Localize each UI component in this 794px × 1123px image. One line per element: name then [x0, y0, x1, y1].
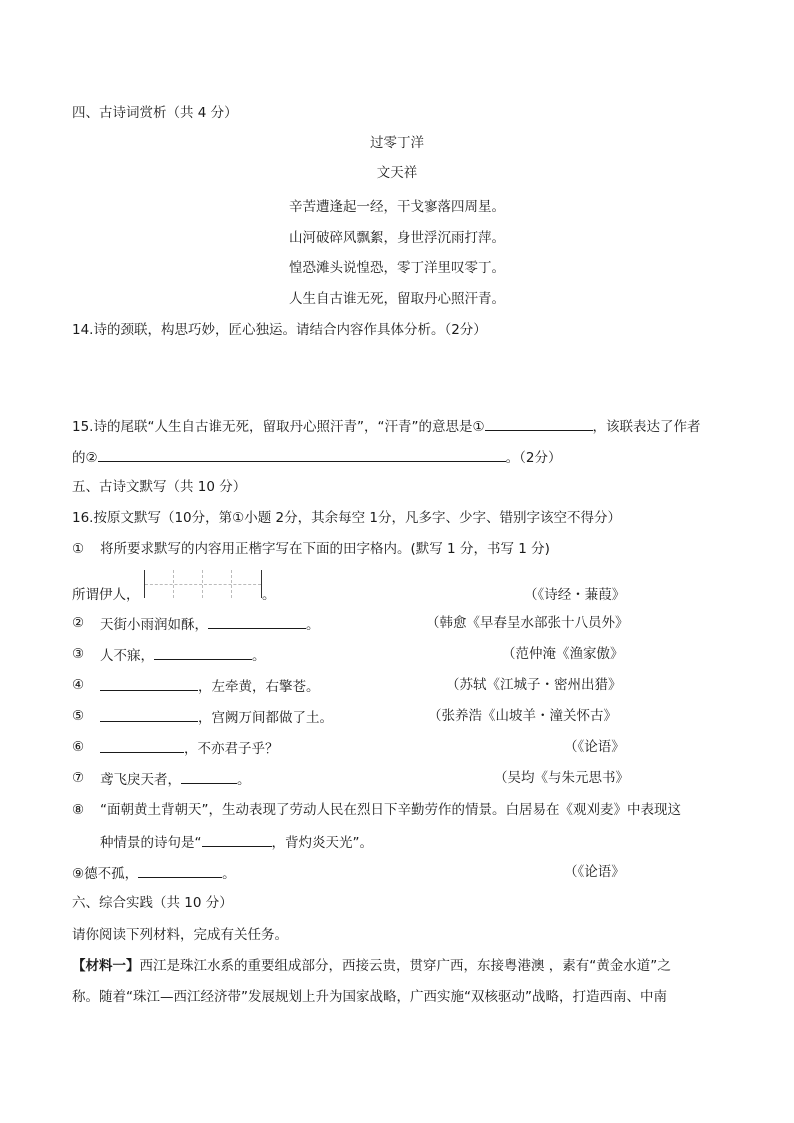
item-9-before: ⑨德不孤，	[72, 866, 139, 882]
item-8-blank[interactable]	[202, 832, 272, 847]
item-8-number: ⑧	[72, 802, 85, 818]
item-3-before: 人不寐，	[100, 648, 154, 664]
item-5-source: （张养浩《山坡羊・潼关怀古》	[428, 708, 617, 724]
item-6-number: ⑥	[72, 739, 85, 755]
item-2-blank[interactable]	[208, 614, 306, 629]
item-1-number: ①	[72, 541, 85, 557]
material-1-text: 西江是珠江水系的重要组成部分，西接云贵，贯穿广西，东接粤港澳 ，素有“黄金水道”之	[139, 958, 671, 974]
q15-text-c: 的②	[72, 450, 98, 466]
item-6-source: （《论语》	[564, 739, 625, 755]
item-3-source: （范仲淹《渔家傲》	[502, 646, 624, 662]
poem-line: 惶恐滩头说惶恐，零丁洋里叹零丁。	[289, 260, 505, 276]
q15-blank-2[interactable]	[98, 447, 506, 462]
item-7-text	[100, 769, 251, 789]
item-4-after: ，左牵黄，右擎苍。	[198, 679, 320, 695]
poem-line: 山河破碎风飘絮，身世浮沉雨打萍。	[289, 230, 505, 246]
material-1-label: 【材料一】	[72, 958, 140, 974]
item-5-after: ，宫阙万间都做了土。	[198, 710, 333, 726]
item-8-line2	[100, 832, 373, 852]
material-1-line2: 称。随着“珠江—西江经济带”发展规划上升为国家战略，广西实施“双核驱动”战略，打造西南、中南	[72, 989, 667, 1005]
section5-title: 五、古诗文默写（共 10 分）	[72, 479, 247, 495]
item-8-before: 种情景的诗句是“	[100, 835, 202, 851]
item-6-after: ，不亦君子乎？	[184, 741, 279, 757]
q15-text-a: 15.诗的尾联“人生自古谁无死，留取丹心照汗青”，“汗青”的意思是①	[72, 419, 485, 435]
question-14: 14.诗的颈联，构思巧妙，匠心独运。请结合内容作具体分析。（2分）	[72, 322, 487, 338]
question-15-line1	[72, 416, 701, 436]
q15-text-d: 。（2分）	[505, 450, 562, 466]
question-15-line2	[72, 447, 561, 467]
section4-title: 四、古诗词赏析（共 4 分）	[72, 105, 238, 121]
item-1-end: 。	[262, 587, 276, 603]
item-6-text	[100, 738, 279, 758]
material-1-line1	[72, 957, 671, 975]
item-5-blank[interactable]	[100, 707, 198, 722]
poem-line: 人生自古谁无死，留取丹心照汗青。	[289, 291, 505, 307]
item-4-number: ④	[72, 677, 85, 693]
item-2-number: ②	[72, 615, 85, 631]
item-7-source: （吴均《与朱元思书》	[494, 770, 629, 786]
tianzige-grid[interactable]	[144, 570, 262, 598]
item-1-prefix: 所谓伊人，	[72, 587, 140, 603]
item-5-number: ⑤	[72, 708, 85, 724]
item-9-text	[72, 863, 236, 883]
item-4-source: （苏轼《江城子・密州出猎》	[446, 677, 622, 693]
item-8-line1: “面朝黄土背朝天”，生动表现了劳动人民在烈日下辛勤劳作的情景。白居易在《观刈麦》中表现这	[100, 802, 681, 818]
section6-title: 六、综合实践（共 10 分）	[72, 895, 233, 911]
item-5-text	[100, 707, 333, 727]
item-4-blank[interactable]	[100, 676, 198, 691]
poem-author: 文天祥	[376, 165, 418, 181]
item-3-after: 。	[252, 648, 266, 664]
item-3-number: ③	[72, 646, 85, 662]
item-8-after: ，背灼炎天光”。	[271, 835, 373, 851]
item-9-source: （《论语》	[564, 864, 625, 880]
item-7-blank[interactable]	[181, 769, 237, 784]
item-2-after: 。	[306, 617, 320, 633]
item-3-blank[interactable]	[154, 645, 252, 660]
item-2-text	[100, 614, 320, 634]
item-9-blank[interactable]	[138, 863, 222, 878]
item-1-instruction: 将所要求默写的内容用正楷字写在下面的田字格内。(默写 1 分，书写 1 分)	[100, 541, 550, 557]
q15-text-b: ，该联表达了作者	[592, 419, 701, 435]
item-2-source: （韩愈《早春呈水部张十八员外》	[426, 615, 629, 631]
grid-midline	[145, 584, 261, 585]
poem-line: 辛苦遭逢起一经，干戈寥落四周星。	[289, 199, 505, 215]
item-3-text	[100, 645, 266, 665]
q15-blank-1[interactable]	[485, 416, 593, 431]
item-9-after: 。	[222, 866, 236, 882]
item-6-blank[interactable]	[100, 738, 184, 753]
item-7-number: ⑦	[72, 770, 85, 786]
item-1-source: （《诗经・蒹葭》	[524, 587, 626, 603]
question-16: 16.按原文默写（10分，第①小题 2分，其余每空 1分，凡多字、少字、错别字该空不得分）	[72, 510, 622, 526]
item-2-before: 天街小雨润如酥，	[100, 617, 208, 633]
item-7-before: 鸢飞戾天者，	[100, 772, 181, 788]
section6-intro: 请你阅读下列材料，完成有关任务。	[72, 927, 288, 943]
item-7-after: 。	[237, 772, 251, 788]
item-4-text	[100, 676, 320, 696]
poem-title: 过零丁洋	[370, 135, 424, 151]
